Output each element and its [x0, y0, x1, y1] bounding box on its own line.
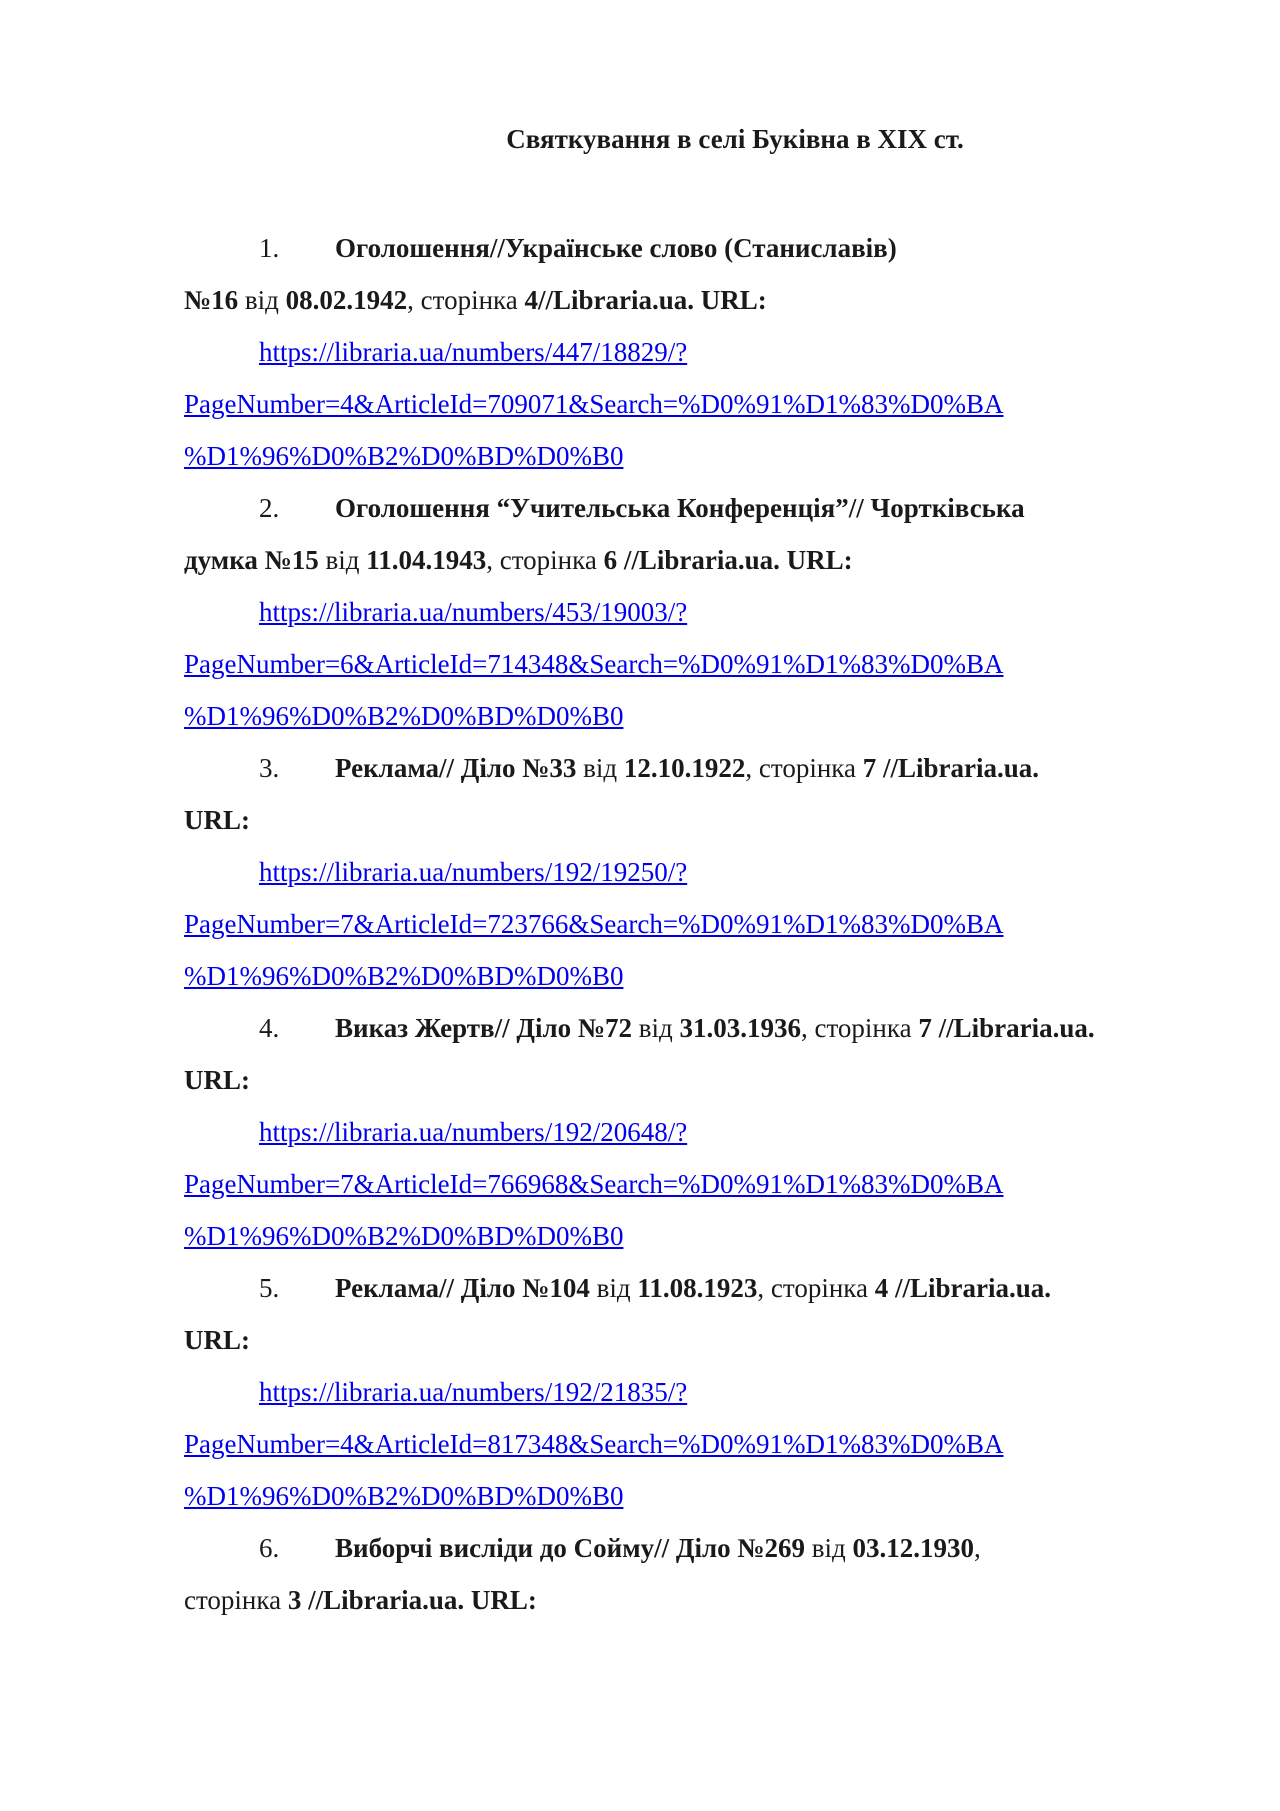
item-number: 2. — [259, 493, 280, 523]
url-line[interactable]: https://libraria.ua/numbers/192/20648/? — [259, 1117, 688, 1147]
item-number: 4. — [259, 1013, 280, 1043]
reference-heading-line — [184, 482, 1194, 534]
reference-heading-line — [184, 742, 1194, 794]
url-line[interactable]: https://libraria.ua/numbers/192/19250/? — [259, 857, 688, 887]
bold-text: 12.10.1922 — [623, 753, 746, 783]
url-line[interactable]: PageNumber=4&ArticleId=709071&Search=%D0%91%D1%83%D0%BA — [184, 389, 1004, 419]
plain-text: , сторінка — [801, 1013, 919, 1043]
bold-text: Реклама// Діло №33 — [335, 753, 577, 783]
plain-text: сторінка — [184, 1585, 288, 1615]
url-line[interactable]: %D1%96%D0%B2%D0%BD%D0%B0 — [184, 1221, 624, 1251]
bold-text: URL: — [184, 805, 250, 835]
reference-item — [184, 222, 1194, 482]
reference-heading-line — [184, 1522, 1194, 1574]
bold-text: 03.12.1930 — [852, 1533, 974, 1563]
reference-item — [184, 482, 1194, 742]
reference-source-line — [184, 534, 1194, 586]
url-line[interactable]: %D1%96%D0%B2%D0%BD%D0%B0 — [184, 701, 624, 731]
bold-text: 31.03.1936 — [679, 1013, 801, 1043]
reference-source-line — [184, 794, 1194, 846]
reference-list — [184, 222, 1194, 1626]
bold-text: Оголошення//Українське слово (Станиславів) — [335, 233, 897, 263]
plain-text: від — [804, 1533, 853, 1563]
plain-text: від — [632, 1013, 680, 1043]
url-line[interactable]: https://libraria.ua/numbers/447/18829/? — [259, 337, 688, 367]
bold-text: 7 //Libraria.ua. — [862, 753, 1039, 783]
bold-text: 3 //Libraria.ua. URL: — [287, 1585, 537, 1615]
plain-text: , сторінка — [745, 753, 863, 783]
item-number: 6. — [259, 1533, 280, 1563]
plain-text: від — [576, 753, 624, 783]
plain-text: від — [318, 545, 367, 575]
bold-text: Виказ Жертв// Діло №72 — [335, 1013, 632, 1043]
reference-item — [184, 742, 1194, 1002]
reference-item — [184, 1002, 1194, 1262]
url-line[interactable]: %D1%96%D0%B2%D0%BD%D0%B0 — [184, 961, 624, 991]
url-line[interactable]: PageNumber=4&ArticleId=817348&Search=%D0%91%D1%83%D0%BA — [184, 1429, 1004, 1459]
url-line[interactable]: https://libraria.ua/numbers/192/21835/? — [259, 1377, 688, 1407]
reference-source-line — [184, 1574, 1194, 1626]
url-line[interactable]: %D1%96%D0%B2%D0%BD%D0%B0 — [184, 441, 624, 471]
bold-text: Виборчі висліди до Сойму// Діло №269 — [335, 1533, 805, 1563]
plain-text: , сторінка — [757, 1273, 875, 1303]
bold-text: 11.08.1923 — [637, 1273, 758, 1303]
reference-heading-line — [184, 1002, 1194, 1054]
reference-source-line — [184, 274, 1194, 326]
bold-text: 11.04.1943 — [366, 545, 487, 575]
reference-heading-line — [184, 222, 1194, 274]
plain-text: від — [238, 285, 286, 315]
bold-text: Оголошення “Учительська Конференція”// Чортківська — [335, 493, 1025, 523]
item-number: 3. — [259, 753, 280, 783]
bold-text: 4//Libraria.ua. URL: — [524, 285, 767, 315]
bold-text: 7 //Libraria.ua. — [918, 1013, 1095, 1043]
reference-source-line — [184, 1054, 1194, 1106]
reference-url-link[interactable] — [184, 1366, 1194, 1522]
plain-text: від — [589, 1273, 638, 1303]
url-line[interactable]: https://libraria.ua/numbers/453/19003/? — [259, 597, 688, 627]
reference-url-link[interactable] — [184, 1106, 1194, 1262]
reference-source-line — [184, 1314, 1194, 1366]
url-line[interactable]: %D1%96%D0%B2%D0%BD%D0%B0 — [184, 1481, 624, 1511]
bold-text: 4 //Libraria.ua. — [874, 1273, 1052, 1303]
reference-url-link[interactable] — [184, 326, 1194, 482]
bold-text: №16 — [184, 285, 239, 315]
page-title: Святкування в селі Буківна в XIX ст. — [506, 124, 964, 154]
bold-text: URL: — [184, 1325, 250, 1355]
plain-text: , сторінка — [407, 285, 525, 315]
reference-heading-line — [184, 1262, 1194, 1314]
plain-text: , — [973, 1533, 981, 1563]
url-line[interactable]: PageNumber=7&ArticleId=766968&Search=%D0%91%D1%83%D0%BA — [184, 1169, 1004, 1199]
item-number: 5. — [259, 1273, 280, 1303]
url-line[interactable]: PageNumber=6&ArticleId=714348&Search=%D0%91%D1%83%D0%BA — [184, 649, 1004, 679]
bold-text: Реклама// Діло №104 — [335, 1273, 590, 1303]
bold-text: URL: — [184, 1065, 250, 1095]
bold-text: 08.02.1942 — [285, 285, 408, 315]
bold-text: 6 //Libraria.ua. URL: — [603, 545, 853, 575]
plain-text: , сторінка — [486, 545, 604, 575]
bold-text: думка №15 — [184, 545, 319, 575]
reference-item — [184, 1262, 1194, 1522]
item-number: 1. — [259, 233, 280, 263]
reference-url-link[interactable] — [184, 846, 1194, 1002]
reference-url-link[interactable] — [184, 586, 1194, 742]
reference-item — [184, 1522, 1194, 1626]
url-line[interactable]: PageNumber=7&ArticleId=723766&Search=%D0%91%D1%83%D0%BA — [184, 909, 1004, 939]
